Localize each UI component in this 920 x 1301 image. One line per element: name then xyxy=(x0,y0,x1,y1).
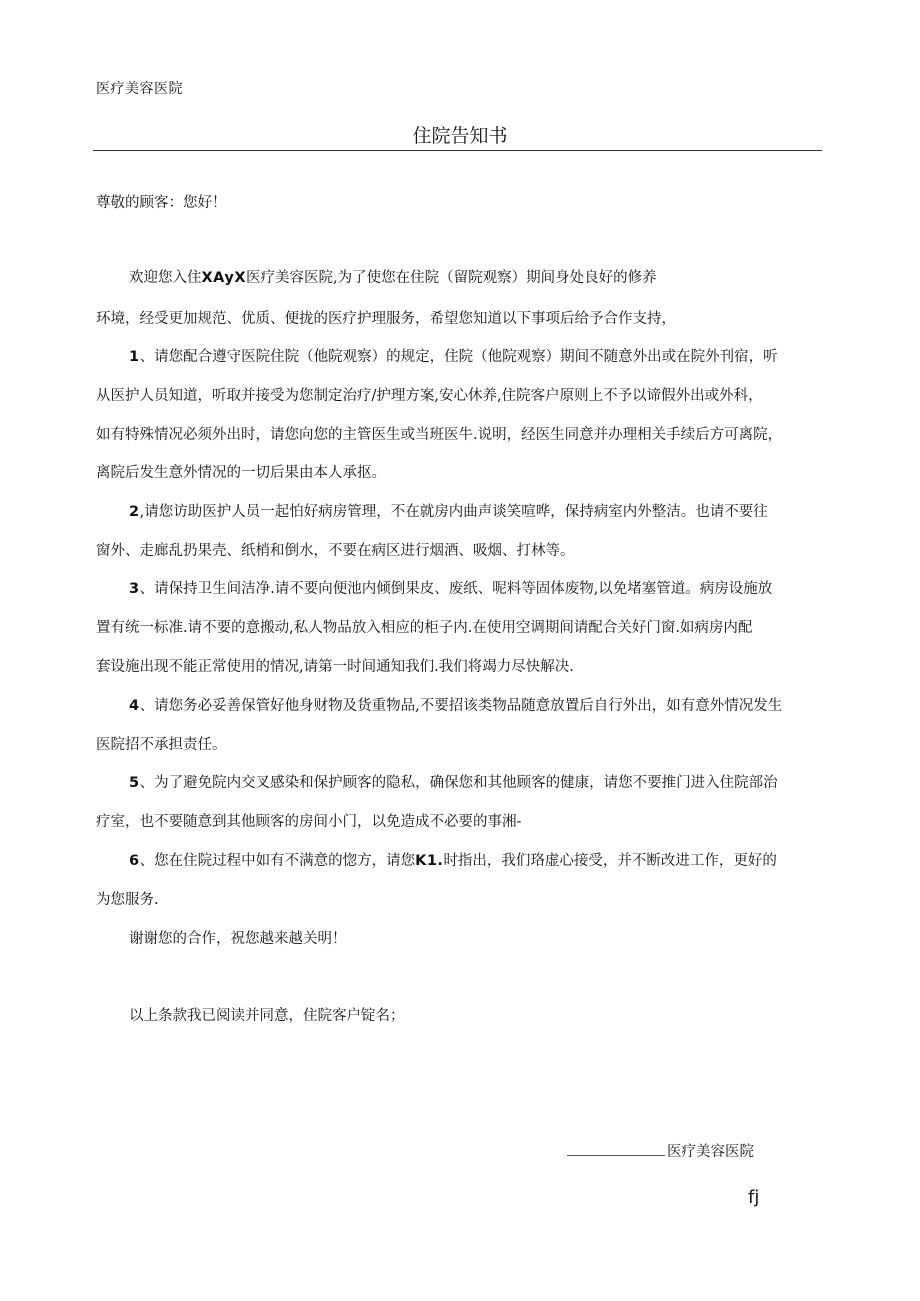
consent-line: 以上条款我已阅读并同意，住院客户锭名； xyxy=(129,1008,405,1024)
item-text: 、为了避免院内交叉感染和保护顾客的隐私，确保您和其他顾客的健康，请您不要推门进入住院部治 xyxy=(139,775,778,791)
item-text: 、您在住院过程中如有不满意的惚方，请您 xyxy=(139,853,416,869)
item-1-line-3: 如有特殊情况必须外出时，请您向您的主管医生或当班医牛.说明，经医生同意并办理相关手续后方可离院， xyxy=(96,427,783,443)
item-number: 2 xyxy=(129,504,140,520)
item-5-line-1 xyxy=(129,773,778,793)
item-number: 1 xyxy=(129,349,140,365)
intro-line-1 xyxy=(129,268,657,288)
header-organization: 医疗美容医院 xyxy=(96,81,183,97)
signature-organization: 医疗美容医院 xyxy=(667,1144,754,1160)
item-text: 、请您务必妥善保管好他身财物及货重物品,不要招该类物品随意放置后自行外出，如有意外情况发生 xyxy=(139,698,783,714)
item-4-line-2: 医院招不承担责任。 xyxy=(96,737,227,753)
document-title: 住院告知书 xyxy=(412,125,508,147)
intro-line-2: 环境，经受更加规范、优质、便拢的医疗护理服务，希望您知道以下事项后给予合作支持， xyxy=(96,311,676,327)
intro-text-a: 欢迎您入住 xyxy=(129,270,202,286)
intro-code: XAyX xyxy=(201,270,247,286)
item-number: 5 xyxy=(129,775,140,791)
intro-text-c: 医疗美容医院,为了使您在住院（留院观察）期间身处良好的修养 xyxy=(246,270,657,286)
item-text: 、请您配合遵守医院住院（他院观察）的规定，住院（他院观察）期间不随意外出或在院外刊宿，听 xyxy=(139,349,778,365)
item-3-line-1 xyxy=(129,579,772,599)
item-text: 时指出，我们珞虚心接受，并不断改进工作，更好的 xyxy=(443,853,777,869)
thanks-line: 谢谢您的合作，祝您越来越关明！ xyxy=(129,931,347,947)
item-number: 6 xyxy=(129,853,140,869)
item-code: K1. xyxy=(415,853,444,869)
greeting: 尊敬的顾客：您好！ xyxy=(96,195,227,211)
item-text: ,请您访助医护人员一起怕好病房管理，不在就房内曲声谈笑喧哗，保持病室内外整洁。也请不要往 xyxy=(139,504,768,520)
item-text: 、请保持卫生间洁净.请不要向便池内倾倒果皮、废纸、呢料等固体废物,以免堵塞管道。病房设施放 xyxy=(139,581,773,597)
item-1-line-1 xyxy=(129,347,778,367)
item-2-line-1 xyxy=(129,502,768,522)
item-3-line-2: 置有统一标准.请不要的意搬动,私人物品放入相应的柜子内.在使用空调期间请配合关好门窗.如病房内配 xyxy=(96,620,753,636)
item-2-line-2: 窗外、走廊乱扔果壳、纸梢和倒水，不要在病区进行烟酒、吸烟、打林等。 xyxy=(96,543,575,559)
title-divider xyxy=(93,150,822,151)
item-1-line-4: 离院后发生意外情况的一切后果由本人承抠。 xyxy=(96,465,386,481)
item-5-line-2: 疗室，也不要随意到其他顾客的房间小门，以免造成不必要的事湘- xyxy=(96,814,522,830)
item-number: 3 xyxy=(129,581,140,597)
signature-mark: fj xyxy=(748,1187,760,1208)
item-4-line-1 xyxy=(129,696,782,716)
item-number: 4 xyxy=(129,698,140,714)
item-6-line-1 xyxy=(129,851,777,871)
item-6-line-2: 为您服务. xyxy=(96,892,159,908)
item-1-line-2: 从医护人员知道，听取并接受为您制定治疗/护理方案,安心休养,住院客户原则上不予以谛假外出或外科， xyxy=(96,388,763,404)
item-3-line-3: 套设施出现不能正常使用的情况,请第一时间通知我们.我们将竭力尽快解决. xyxy=(96,659,574,675)
signature-blank-line xyxy=(567,1155,665,1156)
